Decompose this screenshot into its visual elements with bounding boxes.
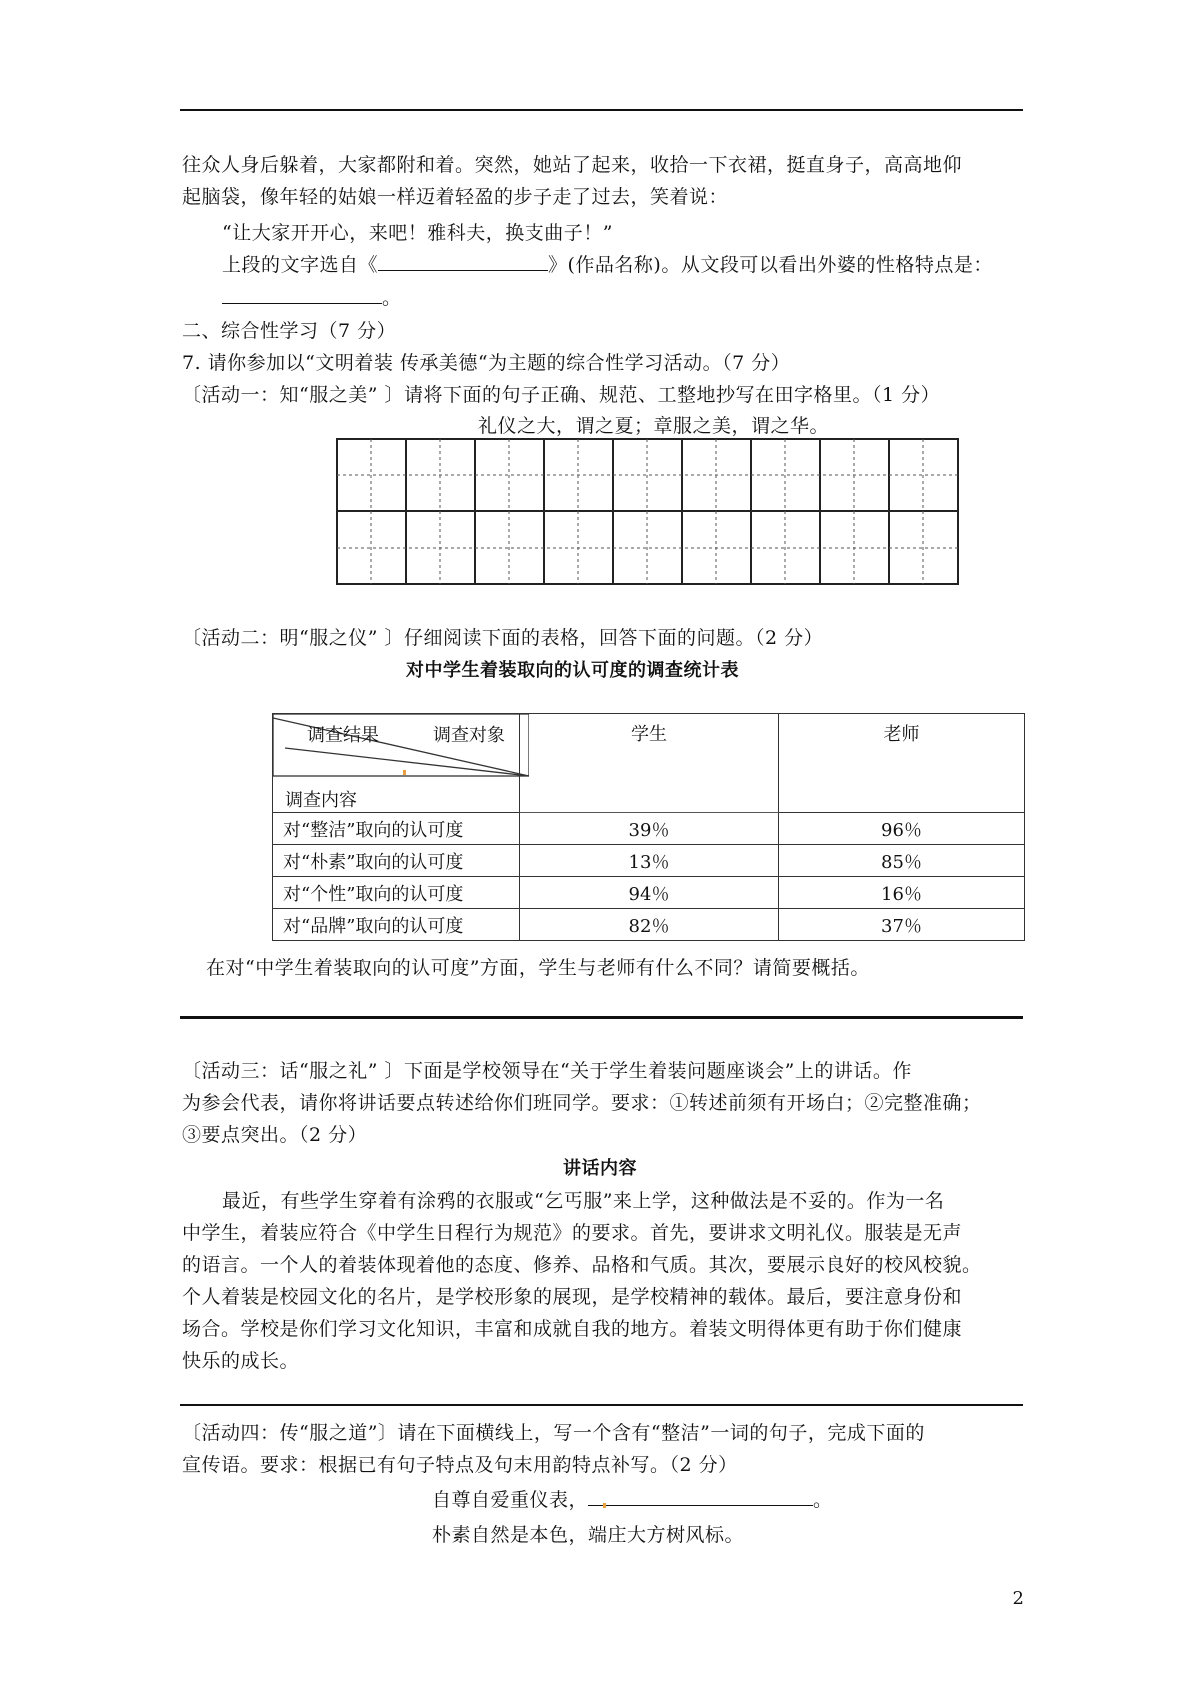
slogan-line-2: 朴素自然是本色，端庄大方树风标。 — [432, 1524, 745, 1546]
stray-mark — [603, 1503, 606, 1508]
speech-line: 快乐的成长。 — [182, 1350, 300, 1372]
speech-line: 的语言。一个人的着装体现着他的态度、修养、品格和气质。其次，要展示良好的校风校貌。 — [182, 1254, 982, 1276]
teacher-value: 96％ — [779, 813, 1025, 845]
activity-1-sentence: 礼仪之大，谓之夏；章服之美，谓之华。 — [478, 415, 830, 437]
header-teacher: 老师 — [779, 714, 1025, 813]
top-rule — [180, 109, 1023, 111]
speech-title: 讲话内容 — [563, 1158, 637, 1179]
student-value: 39％ — [520, 813, 779, 845]
header-student: 学生 — [520, 714, 779, 813]
activity-3-line-3: ③要点突出。（2 分） — [182, 1124, 368, 1146]
question-7: 7. 请你参加以“文明着装 传承美德“为主题的综合性学习活动。（7 分） — [182, 352, 791, 374]
speech-line: 最近，有些学生穿着有涂鸦的衣服或“乞丐服”来上学，这种做法是不妥的。作为一名 — [222, 1190, 945, 1212]
table-row — [273, 877, 1025, 909]
student-value: 13％ — [520, 845, 779, 877]
slogan-line-1 — [432, 1485, 833, 1516]
survey-table-title: 对中学生着装取向的认可度的调查统计表 — [406, 660, 739, 681]
slogan-1-end: 。 — [813, 1489, 833, 1511]
row-label: 对“整洁”取向的认可度 — [273, 813, 520, 845]
passage-line-1: 往众人身后躲着，大家都附和着。突然，她站了起来，收拾一下衣裙，挺直身子，高高地仰 — [182, 154, 963, 176]
passage-answer-line — [222, 283, 402, 314]
header-content-label: 调查内容 — [285, 790, 357, 811]
activity-1-text: 〔活动一：知“服之美” 〕请将下面的句子正确、规范、工整地抄写在田字格里。（1 分） — [182, 384, 941, 406]
section-heading: 二、综合性学习（7 分） — [182, 320, 397, 342]
survey-table — [272, 713, 1025, 941]
section-divider — [180, 1404, 1023, 1406]
page-number: 2 — [1012, 1588, 1024, 1609]
passage-question — [222, 250, 993, 281]
header-result-label: 调查结果 — [307, 725, 379, 746]
table-row — [273, 909, 1025, 941]
slogan-1-prefix: 自尊自爱重仪表， — [432, 1489, 589, 1511]
stray-mark — [403, 770, 406, 775]
row-label: 对“品牌”取向的认可度 — [273, 909, 520, 941]
passage-quote: “让大家开开心，来吧！雅科夫，换支曲子！” — [222, 222, 613, 244]
header-diagonal-cell — [273, 714, 520, 813]
passage-question-prefix: 上段的文字选自《 — [222, 254, 379, 276]
work-title-blank[interactable] — [378, 250, 548, 271]
tianzige-writing-grid[interactable] — [336, 438, 962, 588]
speech-line: 个人着装是校园文化的名片，是学校形象的展现，是学校精神的载体。最后，要注意身份和 — [182, 1286, 963, 1308]
speech-line: 中学生，着装应符合《中学生日程行为规范》的要求。首先，要讲求文明礼仪。服装是无声 — [182, 1222, 963, 1244]
answer-rule[interactable] — [180, 1016, 1023, 1019]
speech-line: 场合。学校是你们学习文化知识，丰富和成就自我的地方。着装文明得体更有助于你们健康 — [182, 1318, 963, 1340]
activity-3-line-2: 为参会代表，请你将讲话要点转述给你们班同学。要求：①转述前须有开场白；②完整准确； — [182, 1092, 982, 1114]
passage-answer-end: 。 — [382, 287, 402, 309]
teacher-value: 85％ — [779, 845, 1025, 877]
row-label: 对“个性”取向的认可度 — [273, 877, 520, 909]
activity-2-text: 〔活动二：明“服之仪” 〕仔细阅读下面的表格，回答下面的问题。（2 分） — [182, 627, 824, 649]
student-value: 94％ — [520, 877, 779, 909]
header-object-label: 调查对象 — [433, 725, 505, 746]
trait-blank[interactable] — [222, 283, 382, 304]
slogan-blank[interactable] — [588, 1485, 813, 1506]
row-label: 对“朴素”取向的认可度 — [273, 845, 520, 877]
passage-question-middle: 》(作品名称)。从文段可以看出外婆的性格特点是： — [548, 254, 993, 276]
activity-4-line-2: 宣传语。要求：根据已有句子特点及句末用韵特点补写。（2 分） — [182, 1454, 738, 1476]
teacher-value: 16％ — [779, 877, 1025, 909]
table-header-row — [273, 714, 1025, 813]
passage-line-2: 起脑袋，像年轻的姑娘一样迈着轻盈的步子走了过去，笑着说： — [182, 186, 729, 208]
activity-2-question: 在对“中学生着装取向的认可度”方面，学生与老师有什么不同？请简要概括。 — [206, 957, 870, 979]
student-value: 82％ — [520, 909, 779, 941]
table-row — [273, 845, 1025, 877]
activity-3-line-1: 〔活动三：话“服之礼” 〕下面是学校领导在“关于学生着装问题座谈会”上的讲话。作 — [182, 1060, 912, 1082]
table-row — [273, 813, 1025, 845]
activity-4-line-1: 〔活动四：传“服之道”〕请在下面横线上，写一个含有“整洁”一词的句子，完成下面的 — [182, 1422, 925, 1444]
teacher-value: 37％ — [779, 909, 1025, 941]
